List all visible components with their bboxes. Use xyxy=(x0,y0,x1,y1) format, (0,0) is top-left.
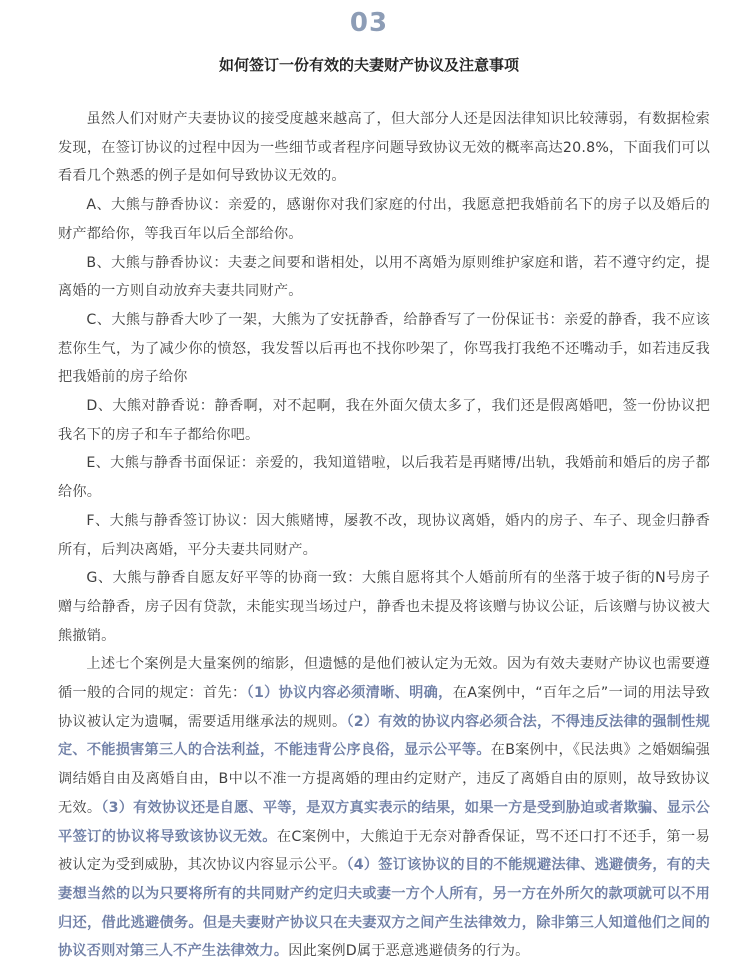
analysis-text-2: 在A案例中，“百年之后”一词的用法导致协议被认定为遗嘱，需要适用继承法的规则。 xyxy=(58,685,710,730)
section-title: 如何签订一份有效的夫妻财产协议及注意事项 xyxy=(218,56,519,74)
case-g-paragraph: G、大熊与静香自愿友好平等的协商一致：大熊自愿将其个人婚前所有的坐落于坡子街的N号房子赠与给静香，房子因有贷款，未能实现当场过户，静香也未提及将该赠与协议公证，后该赠与协议被大熊撤销。 xyxy=(58,570,710,644)
article-body xyxy=(58,105,710,966)
rule-3-emphasis: （3）有效协议还是自愿、平等，是双方真实表示的结果，如果一方是受到胁迫或者欺骗、显示公平签订的协议将导致该协议无效。 xyxy=(58,799,711,845)
rule-2-emphasis: （2）有效的协议内容必须合法，不得违反法律的强制性规定、不能损害第三人的合法利益，不能违背公序良俗，显示公平等。 xyxy=(58,713,710,759)
case-d-paragraph: D、大熊对静香说：静香啊，对不起啊，我在外面欠债太多了，我们还是假离婚吧，签一份协议把我名下的房子和车子都给你吧。 xyxy=(58,398,710,443)
section-number: 03 xyxy=(349,8,389,38)
rule-4-emphasis: （4）签订该协议的目的不能规避法律、逃避债务，有的夫妻想当然的以为只要将所有的共同财产约定归夫或妻一方个人所有，另一方在外所欠的款项就可以不用归还，借此逃避债务。但是夫妻财产协议只在夫妻双方之间产生法律效力，除非第三人知道他们之间的协议否则对第三人不产生法律效力。 xyxy=(58,857,710,960)
case-b-paragraph: B、大熊与静香协议：夫妻之间要和谐相处，以用不离婚为原则维护家庭和谐，若不遵守约定，提离婚的一方则自动放弃夫妻共同财产。 xyxy=(58,254,710,300)
analysis-text-4: 在C案例中，大熊迫于无奈对静香保证，骂不还口打不还手，第一易被认定为受到威胁，其次协议内容显示公平。 xyxy=(58,828,710,874)
intro-paragraph: 虽然人们对财产夫妻协议的接受度越来越高了，但大部分人还是因法律知识比较薄弱，有数据检索发现，在签订协议的过程中因为一些细节或者程序问题导致协议无效的概率高达20.8%，下面我们可以看看几个熟悉的例子是如何导致协议无效的。 xyxy=(58,111,710,185)
case-e-paragraph: E、大熊与静香书面保证：亲爱的，我知道错啦，以后我若是再赌博/出轨，我婚前和婚后的房子都给你。 xyxy=(58,455,710,501)
case-a-paragraph: A、大熊与静香协议：亲爱的，感谢你对我们家庭的付出，我愿意把我婚前名下的房子以及婚后的财产都给你，等我百年以后全部给你。 xyxy=(58,197,710,242)
analysis-text-5: 因此案例D属于恶意逃避债务的行为。 xyxy=(288,943,530,960)
case-c-paragraph: C、大熊与静香大吵了一架，大熊为了安抚静香，给静香写了一份保证书：亲爱的静香，我不应该惹你生气，为了减少你的愤怒，我发誓以后再也不找你吵架了，你骂我打我绝不还嘴动手，如若违反我把我婚前的房子给你 xyxy=(58,311,710,386)
analysis-text-3: 在B案例中，《民法典》之婚姻编强调结婚自由及离婚自由，B中以不准一方提离婚的理由约定财产，违反了离婚自由的原则，故导致协议无效。 xyxy=(58,742,710,816)
analysis-paragraph xyxy=(58,650,710,966)
rule-1-emphasis: （1）协议内容必须清晰、明确， xyxy=(246,685,453,702)
case-f-paragraph: F、大熊与静香签订协议：因大熊赌博，屡教不改，现协议离婚，婚内的房子、车子、现金归静香所有，后判决离婚，平分夫妻共同财产。 xyxy=(58,512,710,558)
analysis-text-1: 上述七个案例是大量案例的缩影，但遗憾的是他们被认定为无效。因为有效夫妻财产协议也需要遵循一般的合同的规定：首先： xyxy=(58,656,710,702)
